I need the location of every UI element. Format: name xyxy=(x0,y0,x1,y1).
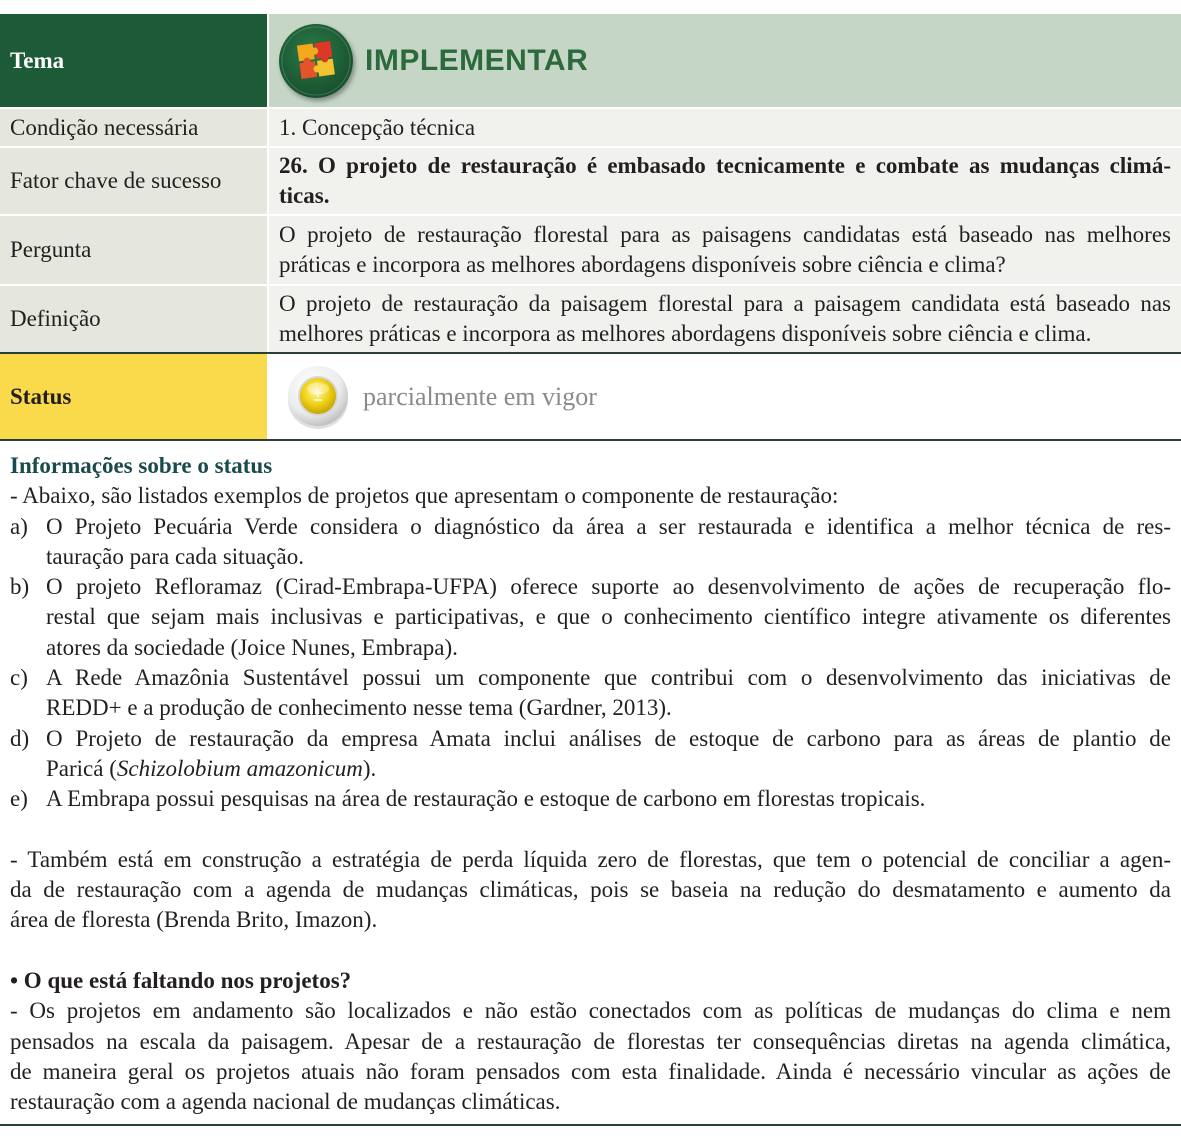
list-item-c xyxy=(10,663,1171,724)
missing-heading: • O que está faltando nos projetos? xyxy=(10,968,352,994)
list-item-line xyxy=(46,754,1171,784)
list-item-line: O projeto Refloramaz (Cirad-Embrapa-UFPA) oferece suporte ao desenvolvimento de ações de recuperação flo- xyxy=(46,574,1171,600)
row-value-line: 1. Concepção técnica xyxy=(279,114,476,140)
definicao-label-cell xyxy=(0,286,267,352)
puzzle-icon xyxy=(279,24,353,98)
criteria-table xyxy=(0,14,1181,352)
list-marker: a) xyxy=(10,513,28,539)
paragraph-spacer xyxy=(10,936,1171,966)
list-marker: b) xyxy=(10,574,30,600)
divider xyxy=(0,1124,1181,1126)
fator-value-cell xyxy=(269,148,1181,214)
definicao-value-cell xyxy=(269,286,1181,352)
paragraph-line: pensados na escala da paisagem. Apesar de a restauração de florestas ter consequências diretas na agenda climática, xyxy=(10,1028,1171,1054)
row-value-line: O projeto de restauração florestal para as paisagens candidatas está baseado nas melhores xyxy=(279,222,1171,247)
list-item-line: O Projeto Pecuária Verde considera o diagnóstico da área a ser restaurada e identifica a melhor técnica de res- xyxy=(46,513,1171,539)
status-information xyxy=(10,451,1171,1118)
row-value-line: O projeto de restauração da paisagem florestal para a paisagem candidata está baseado nas xyxy=(279,291,1171,316)
row-value-line: práticas e incorpora as melhores abordagens disponíveis sobre ciência e clima? xyxy=(279,252,1006,277)
paragraph-line: de maneira geral os projetos atuais não foram pensados com esta finalidade. Ainda é necessário vincular as ações de xyxy=(10,1058,1171,1084)
intro-line: - Abaixo, são listados exemplos de projetos que apresentam o componente de restauração: xyxy=(10,483,839,509)
row-label: Condição necessária xyxy=(10,114,199,140)
paragraph-line: restauração com a agenda nacional de mudanças climáticas. xyxy=(10,1089,561,1115)
list-item-line: atores da sociedade (Joice Nunes, Embrapa). xyxy=(46,634,458,660)
text-segment: Paricá ( xyxy=(46,755,117,781)
list-item-b xyxy=(10,572,1171,663)
species-name: Schizolobium amazonicum xyxy=(116,755,363,781)
row-label: Pergunta xyxy=(10,237,92,262)
status-row xyxy=(0,354,1181,439)
divider xyxy=(0,439,1181,441)
list-item-line: REDD+ e a produção de conhecimento nesse tema (Gardner, 2013). xyxy=(46,695,672,721)
paragraph-line: área de floresta (Brenda Brito, Imazon). xyxy=(10,907,378,933)
tema-value: IMPLEMENTAR xyxy=(365,43,589,77)
list-item-line: restal que sejam mais inclusivas e participativas, e que o conhecimento científico integre ativamente os diferentes xyxy=(46,604,1171,630)
pergunta-label-cell xyxy=(0,216,267,284)
list-item-a xyxy=(10,512,1171,573)
status-value: parcialmente em vigor xyxy=(363,381,597,411)
list-marker: e) xyxy=(10,786,28,812)
partial-status-icon xyxy=(285,364,351,430)
paragraph-line: - Os projetos em andamento são localizados e não estão conectados com as políticas de mudanças do clima e nem xyxy=(10,998,1171,1024)
row-value-line: 26. O projeto de restauração é embasado tecnicamente e combate as mudanças climá- xyxy=(279,153,1171,178)
tema-label: Tema xyxy=(10,47,65,73)
list-item-line: O Projeto de restauração da empresa Amata inclui análises de estoque de carbono para as áreas de plantio de xyxy=(46,725,1171,751)
list-item-line: A Embrapa possui pesquisas na área de restauração e estoque de carbono em florestas tropicais. xyxy=(46,786,926,812)
row-value-line: melhores práticas e incorpora as melhores abordagens disponíveis sobre ciência e clima. xyxy=(279,321,1092,346)
row-label: Fator chave de sucesso xyxy=(10,168,222,193)
paragraph-line: - Também está em construção a estratégia de perda líquida zero de florestas, que tem o potencial de conciliar a agen- xyxy=(10,846,1171,872)
list-marker: c) xyxy=(10,665,28,691)
paragraph-spacer xyxy=(10,815,1171,845)
fator-label-cell xyxy=(0,148,267,214)
tema-label-cell xyxy=(0,14,267,107)
text-segment: ). xyxy=(362,755,377,781)
pergunta-value-cell xyxy=(269,216,1181,284)
tema-value-cell xyxy=(269,14,1181,107)
status-label-cell xyxy=(0,354,267,439)
list-item-e xyxy=(10,784,1171,814)
list-item-d xyxy=(10,724,1171,785)
list-item-line: A Rede Amazônia Sustentável possui um componente que contribui com o desenvolvimento das iniciativas de xyxy=(46,665,1171,691)
section-heading: Informações sobre o status xyxy=(10,453,273,478)
paragraph-line: da de restauração com a agenda de mudanças climáticas, pois se baseia na redução do desmatamento e aumento da xyxy=(10,877,1171,903)
condicao-value-cell xyxy=(269,109,1181,146)
list-marker: d) xyxy=(10,725,30,751)
row-value-line: ticas. xyxy=(279,183,330,208)
status-value-cell xyxy=(267,354,1181,439)
row-label: Definição xyxy=(10,306,101,331)
condicao-label-cell xyxy=(0,109,267,146)
status-label: Status xyxy=(10,383,72,409)
list-item-line: tauração para cada situação. xyxy=(46,543,304,569)
